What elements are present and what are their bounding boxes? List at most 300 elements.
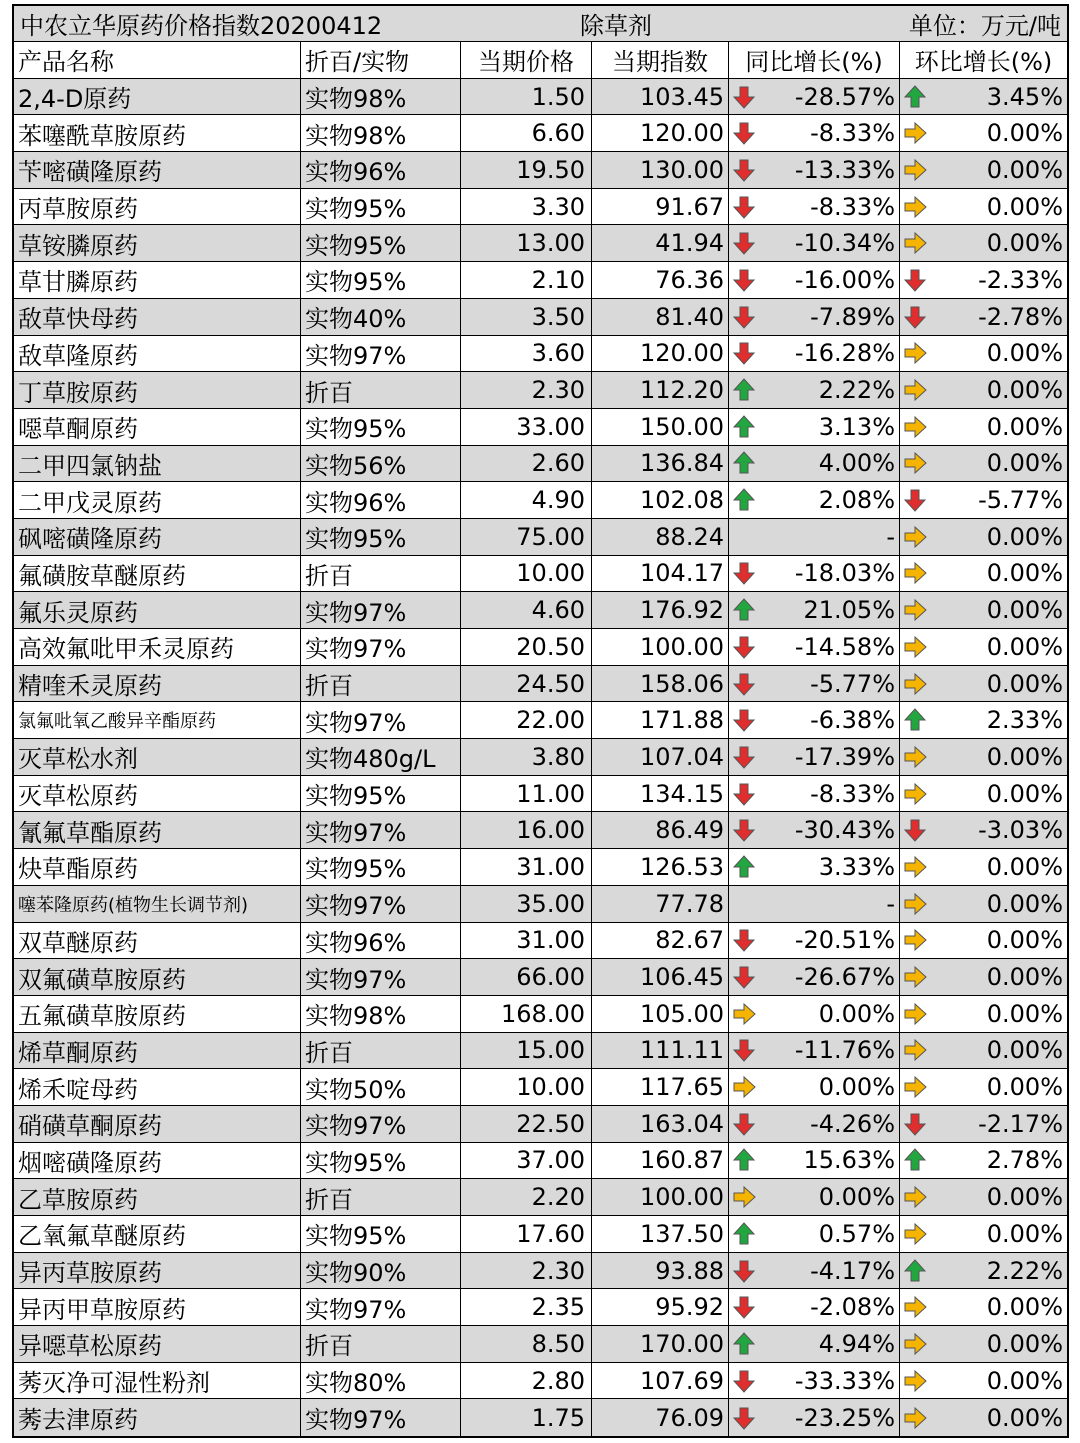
yoy-change-value: -2.08% (810, 1293, 895, 1322)
product-spec: 实物97% (301, 959, 461, 995)
yoy-change (729, 1399, 900, 1436)
column-header-row (14, 42, 1067, 79)
current-price: 6.60 (461, 115, 592, 151)
yoy-change-value: 0.00% (818, 1073, 895, 1102)
mom-change-value: -5.77% (978, 486, 1063, 515)
current-index: 103.45 (592, 79, 729, 115)
product-spec: 实物95% (301, 225, 461, 261)
current-index: 76.36 (592, 262, 729, 298)
current-index: 170.00 (592, 1326, 729, 1362)
yoy-change (729, 1289, 900, 1325)
table-row (14, 1106, 1067, 1143)
mom-change-value: 0.00% (986, 999, 1063, 1028)
right-arrow-icon (903, 1038, 927, 1062)
yoy-change (729, 1326, 900, 1362)
down-arrow-icon (732, 1369, 756, 1393)
product-name: 氟乐灵原药 (14, 592, 301, 628)
mom-change-value: 0.00% (986, 963, 1063, 992)
current-index: 134.15 (592, 776, 729, 812)
col-header-yoy: 同比增长(%) (729, 42, 900, 78)
right-arrow-icon (903, 598, 927, 622)
mom-change (900, 446, 1067, 482)
mom-change (900, 812, 1067, 848)
current-price: 2.10 (461, 262, 592, 298)
current-index: 105.00 (592, 996, 729, 1032)
mom-change-value: 3.45% (986, 82, 1063, 111)
up-arrow-icon (732, 598, 756, 622)
product-name: 莠去津原药 (14, 1399, 301, 1436)
right-arrow-icon (903, 1332, 927, 1356)
up-arrow-icon (732, 451, 756, 475)
col-header-mom: 环比增长(%) (914, 48, 1053, 77)
current-price: 31.00 (461, 923, 592, 959)
down-arrow-icon (732, 672, 756, 696)
mom-change (900, 189, 1067, 225)
product-name: 异丙甲草胺原药 (14, 1289, 301, 1325)
current-index: 100.00 (592, 629, 729, 665)
mom-change (900, 959, 1067, 995)
mom-change-value: 0.00% (986, 522, 1063, 551)
current-index: 163.04 (592, 1106, 729, 1142)
right-arrow-icon (732, 1185, 756, 1209)
mom-change-value: 0.00% (986, 119, 1063, 148)
product-spec: 实物50% (301, 1069, 461, 1105)
product-spec: 实物80% (301, 1363, 461, 1399)
yoy-change-value: -13.33% (794, 155, 895, 184)
current-index: 104.17 (592, 556, 729, 592)
mom-change (900, 1179, 1067, 1215)
product-spec: 实物95% (301, 1143, 461, 1179)
current-index: 160.87 (592, 1143, 729, 1179)
product-spec: 实物98% (301, 79, 461, 115)
mom-change (900, 336, 1067, 372)
current-price: 31.00 (461, 849, 592, 885)
yoy-change (729, 776, 900, 812)
current-index: 82.67 (592, 923, 729, 959)
yoy-change (729, 262, 900, 298)
current-price: 2.80 (461, 1363, 592, 1399)
table-row (14, 739, 1067, 776)
current-index: 107.69 (592, 1363, 729, 1399)
right-arrow-icon (732, 1075, 756, 1099)
yoy-change (729, 409, 900, 445)
product-name: 氰氟草酯原药 (14, 812, 301, 848)
yoy-change-value: 2.22% (818, 376, 895, 405)
mom-change-value: 0.00% (986, 742, 1063, 771)
table-row (14, 482, 1067, 519)
mom-change-value: 0.00% (986, 1366, 1063, 1395)
product-spec: 实物96% (301, 152, 461, 188)
product-spec: 实物97% (301, 592, 461, 628)
yoy-change-value: -16.28% (794, 339, 895, 368)
yoy-change-value: -17.39% (794, 742, 895, 771)
yoy-change-value: 15.63% (803, 1146, 895, 1175)
table-row (14, 446, 1067, 483)
right-arrow-icon (903, 1075, 927, 1099)
product-spec: 折百 (301, 372, 461, 408)
yoy-change-value: -10.34% (794, 229, 895, 258)
product-name: 草铵膦原药 (14, 225, 301, 261)
yoy-change (729, 152, 900, 188)
right-arrow-icon (903, 1369, 927, 1393)
product-spec: 实物95% (301, 1216, 461, 1252)
up-arrow-icon (903, 1148, 927, 1172)
table-row (14, 886, 1067, 923)
product-spec: 实物56% (301, 446, 461, 482)
right-arrow-icon (903, 378, 927, 402)
yoy-change (729, 666, 900, 702)
current-index: 136.84 (592, 446, 729, 482)
yoy-change (729, 1069, 900, 1105)
right-arrow-icon (903, 782, 927, 806)
down-arrow-icon (903, 488, 927, 512)
table-row (14, 812, 1067, 849)
yoy-change-value: -7.89% (810, 302, 895, 331)
mom-change-value: 0.00% (986, 1219, 1063, 1248)
mom-change (900, 482, 1067, 518)
down-arrow-icon (732, 708, 756, 732)
table-row (14, 1179, 1067, 1216)
product-name: 精喹禾灵原药 (14, 666, 301, 702)
mom-change-value: 0.00% (986, 339, 1063, 368)
table-row (14, 629, 1067, 666)
mom-change-value: 0.00% (986, 192, 1063, 221)
yoy-change-value: 2.08% (818, 486, 895, 515)
right-arrow-icon (903, 1222, 927, 1246)
right-arrow-icon (903, 855, 927, 879)
current-price: 13.00 (461, 225, 592, 261)
current-price: 11.00 (461, 776, 592, 812)
right-arrow-icon (903, 561, 927, 585)
mom-change (900, 1143, 1067, 1179)
yoy-change (729, 115, 900, 151)
mom-change-value: 0.00% (986, 155, 1063, 184)
up-arrow-icon (903, 1259, 927, 1283)
product-name: 双草醚原药 (14, 923, 301, 959)
up-arrow-icon (732, 1332, 756, 1356)
right-arrow-icon (903, 1295, 927, 1319)
mom-change (900, 1033, 1067, 1069)
right-arrow-icon (903, 1406, 927, 1430)
mom-change-value: 0.00% (986, 1329, 1063, 1358)
current-price: 16.00 (461, 812, 592, 848)
current-price: 2.30 (461, 372, 592, 408)
mom-change-value: 0.00% (986, 559, 1063, 588)
mom-change (900, 592, 1067, 628)
mom-change-value: 0.00% (986, 412, 1063, 441)
product-name: 氯氟吡氧乙酸异辛酯原药 (14, 702, 301, 738)
mom-change-value: -2.33% (978, 265, 1063, 294)
product-spec: 实物98% (301, 115, 461, 151)
product-spec: 实物97% (301, 1106, 461, 1142)
yoy-change-value: 0.00% (818, 999, 895, 1028)
current-price: 4.90 (461, 482, 592, 518)
yoy-change (729, 79, 900, 115)
product-spec: 实物95% (301, 519, 461, 555)
product-name: 硝磺草酮原药 (14, 1106, 301, 1142)
mom-change (900, 262, 1067, 298)
current-price: 3.50 (461, 299, 592, 335)
mom-change (900, 886, 1067, 922)
yoy-change-value: -11.76% (794, 1036, 895, 1065)
product-name: 噁草酮原药 (14, 409, 301, 445)
right-arrow-icon (903, 892, 927, 916)
current-price: 15.00 (461, 1033, 592, 1069)
down-arrow-icon (732, 1112, 756, 1136)
product-name: 灭草松水剂 (14, 739, 301, 775)
product-spec: 折百 (301, 1179, 461, 1215)
current-index: 91.67 (592, 189, 729, 225)
product-spec: 折百 (301, 1033, 461, 1069)
table-row (14, 262, 1067, 299)
current-price: 3.60 (461, 336, 592, 372)
down-arrow-icon (732, 195, 756, 219)
current-index: 88.24 (592, 519, 729, 555)
yoy-change-value: -4.26% (810, 1109, 895, 1138)
mom-change (900, 1216, 1067, 1252)
table-body (14, 79, 1067, 1436)
product-spec: 实物95% (301, 189, 461, 225)
product-name: 丙草胺原药 (14, 189, 301, 225)
product-name: 氟磺胺草醚原药 (14, 556, 301, 592)
product-name: 双氟磺草胺原药 (14, 959, 301, 995)
mom-change-value: 0.00% (986, 669, 1063, 698)
category-label: 除草剂 (580, 12, 652, 40)
unit-label: 单位：万元/吨 (908, 12, 1061, 40)
current-price: 1.50 (461, 79, 592, 115)
right-arrow-icon (903, 965, 927, 989)
product-name: 异噁草松原药 (14, 1326, 301, 1362)
current-price: 3.30 (461, 189, 592, 225)
yoy-change (729, 812, 900, 848)
table-row (14, 556, 1067, 593)
mom-change (900, 115, 1067, 151)
mom-change (900, 409, 1067, 445)
product-name: 乙氧氟草醚原药 (14, 1216, 301, 1252)
yoy-change (729, 556, 900, 592)
mom-change-value: 0.00% (986, 1403, 1063, 1432)
col-header-spec: 折百/实物 (301, 42, 461, 78)
product-name: 乙草胺原药 (14, 1179, 301, 1215)
product-name: 烟嘧磺隆原药 (14, 1143, 301, 1179)
yoy-change (729, 1363, 900, 1399)
down-arrow-icon (732, 1259, 756, 1283)
product-name: 砜嘧磺隆原药 (14, 519, 301, 555)
yoy-change (729, 886, 900, 922)
table-row (14, 152, 1067, 189)
current-index: 41.94 (592, 225, 729, 261)
right-arrow-icon (903, 672, 927, 696)
product-name: 草甘膦原药 (14, 262, 301, 298)
right-arrow-icon (732, 1002, 756, 1026)
right-arrow-icon (903, 415, 927, 439)
current-index: 81.40 (592, 299, 729, 335)
down-arrow-icon (732, 635, 756, 659)
product-name: 高效氟吡甲禾灵原药 (14, 629, 301, 665)
product-spec: 实物97% (301, 702, 461, 738)
mom-change (900, 152, 1067, 188)
down-arrow-icon (732, 782, 756, 806)
mom-change-value: 0.00% (986, 596, 1063, 625)
mom-change (900, 849, 1067, 885)
mom-change-value: 0.00% (986, 1183, 1063, 1212)
yoy-change-value: -8.33% (810, 192, 895, 221)
product-spec: 折百 (301, 666, 461, 702)
current-price: 2.20 (461, 1179, 592, 1215)
current-index: 93.88 (592, 1253, 729, 1289)
yoy-change (729, 299, 900, 335)
right-arrow-icon (903, 635, 927, 659)
current-price: 2.30 (461, 1253, 592, 1289)
product-spec: 实物97% (301, 1289, 461, 1325)
mom-change-value: 0.00% (986, 1073, 1063, 1102)
current-price: 2.35 (461, 1289, 592, 1325)
product-name: 莠灭净可湿性粉剂 (14, 1363, 301, 1399)
current-index: 100.00 (592, 1179, 729, 1215)
down-arrow-icon (903, 1112, 927, 1136)
current-price: 8.50 (461, 1326, 592, 1362)
yoy-change-value: - (886, 889, 895, 918)
mom-change-value: 0.00% (986, 852, 1063, 881)
yoy-change-value: 21.05% (803, 596, 895, 625)
product-name: 噻苯隆原药(植物生长调节剂) (14, 886, 301, 922)
mom-change (900, 1253, 1067, 1289)
mom-change (900, 996, 1067, 1032)
product-spec: 实物96% (301, 923, 461, 959)
current-price: 22.00 (461, 702, 592, 738)
mom-change-value: 2.78% (986, 1146, 1063, 1175)
mom-change (900, 519, 1067, 555)
yoy-change-value: -4.17% (810, 1256, 895, 1285)
current-price: 4.60 (461, 592, 592, 628)
current-index: 102.08 (592, 482, 729, 518)
product-spec: 实物95% (301, 262, 461, 298)
product-name: 五氟磺草胺原药 (14, 996, 301, 1032)
down-arrow-icon (732, 231, 756, 255)
mom-change-value: 0.00% (986, 632, 1063, 661)
mom-change (900, 556, 1067, 592)
yoy-change-value: -18.03% (794, 559, 895, 588)
product-spec: 折百 (301, 556, 461, 592)
right-arrow-icon (903, 1002, 927, 1026)
yoy-change-value: 0.57% (818, 1219, 895, 1248)
price-index-table (12, 4, 1069, 1438)
current-price: 20.50 (461, 629, 592, 665)
current-price: 35.00 (461, 886, 592, 922)
current-index: 117.65 (592, 1069, 729, 1105)
up-arrow-icon (732, 488, 756, 512)
product-spec: 实物95% (301, 776, 461, 812)
current-price: 3.80 (461, 739, 592, 775)
yoy-change (729, 1253, 900, 1289)
current-price: 10.00 (461, 556, 592, 592)
down-arrow-icon (732, 745, 756, 769)
current-price: 19.50 (461, 152, 592, 188)
down-arrow-icon (732, 818, 756, 842)
col-header-name: 产品名称 (14, 42, 301, 78)
current-index: 158.06 (592, 666, 729, 702)
current-index: 107.04 (592, 739, 729, 775)
down-arrow-icon (732, 965, 756, 989)
table-row (14, 409, 1067, 446)
yoy-change (729, 702, 900, 738)
table-row (14, 849, 1067, 886)
current-price: 17.60 (461, 1216, 592, 1252)
mom-change (900, 739, 1067, 775)
mom-change (900, 1289, 1067, 1325)
yoy-change (729, 1216, 900, 1252)
yoy-change (729, 1179, 900, 1215)
product-spec: 实物40% (301, 299, 461, 335)
product-spec: 实物90% (301, 1253, 461, 1289)
up-arrow-icon (732, 1148, 756, 1172)
yoy-change-value: -33.33% (794, 1366, 895, 1395)
current-price: 37.00 (461, 1143, 592, 1179)
product-spec: 实物97% (301, 886, 461, 922)
yoy-change-value: -8.33% (810, 779, 895, 808)
right-arrow-icon (903, 1185, 927, 1209)
product-spec: 实物97% (301, 336, 461, 372)
mom-change-value: 0.00% (986, 926, 1063, 955)
mom-change (900, 79, 1067, 115)
product-name: 炔草酯原药 (14, 849, 301, 885)
yoy-change-value: 0.00% (818, 1183, 895, 1212)
current-index: 171.88 (592, 702, 729, 738)
yoy-change-value: 3.33% (818, 852, 895, 881)
product-name: 异丙草胺原药 (14, 1253, 301, 1289)
yoy-change (729, 336, 900, 372)
down-arrow-icon (732, 1295, 756, 1319)
product-spec: 实物97% (301, 1399, 461, 1436)
yoy-change (729, 959, 900, 995)
up-arrow-icon (732, 378, 756, 402)
mom-change (900, 666, 1067, 702)
table-row (14, 372, 1067, 409)
current-index: 111.11 (592, 1033, 729, 1069)
product-spec: 折百 (301, 1326, 461, 1362)
mom-change-value: 0.00% (986, 889, 1063, 918)
table-row (14, 519, 1067, 556)
down-arrow-icon (732, 928, 756, 952)
yoy-change-value: - (886, 522, 895, 551)
down-arrow-icon (903, 268, 927, 292)
current-index: 137.50 (592, 1216, 729, 1252)
yoy-change-value: -16.00% (794, 265, 895, 294)
yoy-change-value: -30.43% (794, 816, 895, 845)
current-price: 2.60 (461, 446, 592, 482)
yoy-change (729, 519, 900, 555)
yoy-change-value: -28.57% (794, 82, 895, 111)
product-spec: 实物480g/L (301, 739, 461, 775)
product-name: 敌草隆原药 (14, 336, 301, 372)
table-row (14, 189, 1067, 226)
mom-change (900, 629, 1067, 665)
down-arrow-icon (732, 158, 756, 182)
table-row (14, 1399, 1067, 1436)
mom-change (900, 776, 1067, 812)
right-arrow-icon (903, 928, 927, 952)
mom-change (900, 702, 1067, 738)
product-name: 苯噻酰草胺原药 (14, 115, 301, 151)
mom-change (900, 299, 1067, 335)
yoy-change (729, 482, 900, 518)
mom-change (900, 1069, 1067, 1105)
mom-change (900, 1106, 1067, 1142)
mom-change-value: 2.33% (986, 706, 1063, 735)
mom-change-value: -2.78% (978, 302, 1063, 331)
down-arrow-icon (732, 85, 756, 109)
current-index: 130.00 (592, 152, 729, 188)
